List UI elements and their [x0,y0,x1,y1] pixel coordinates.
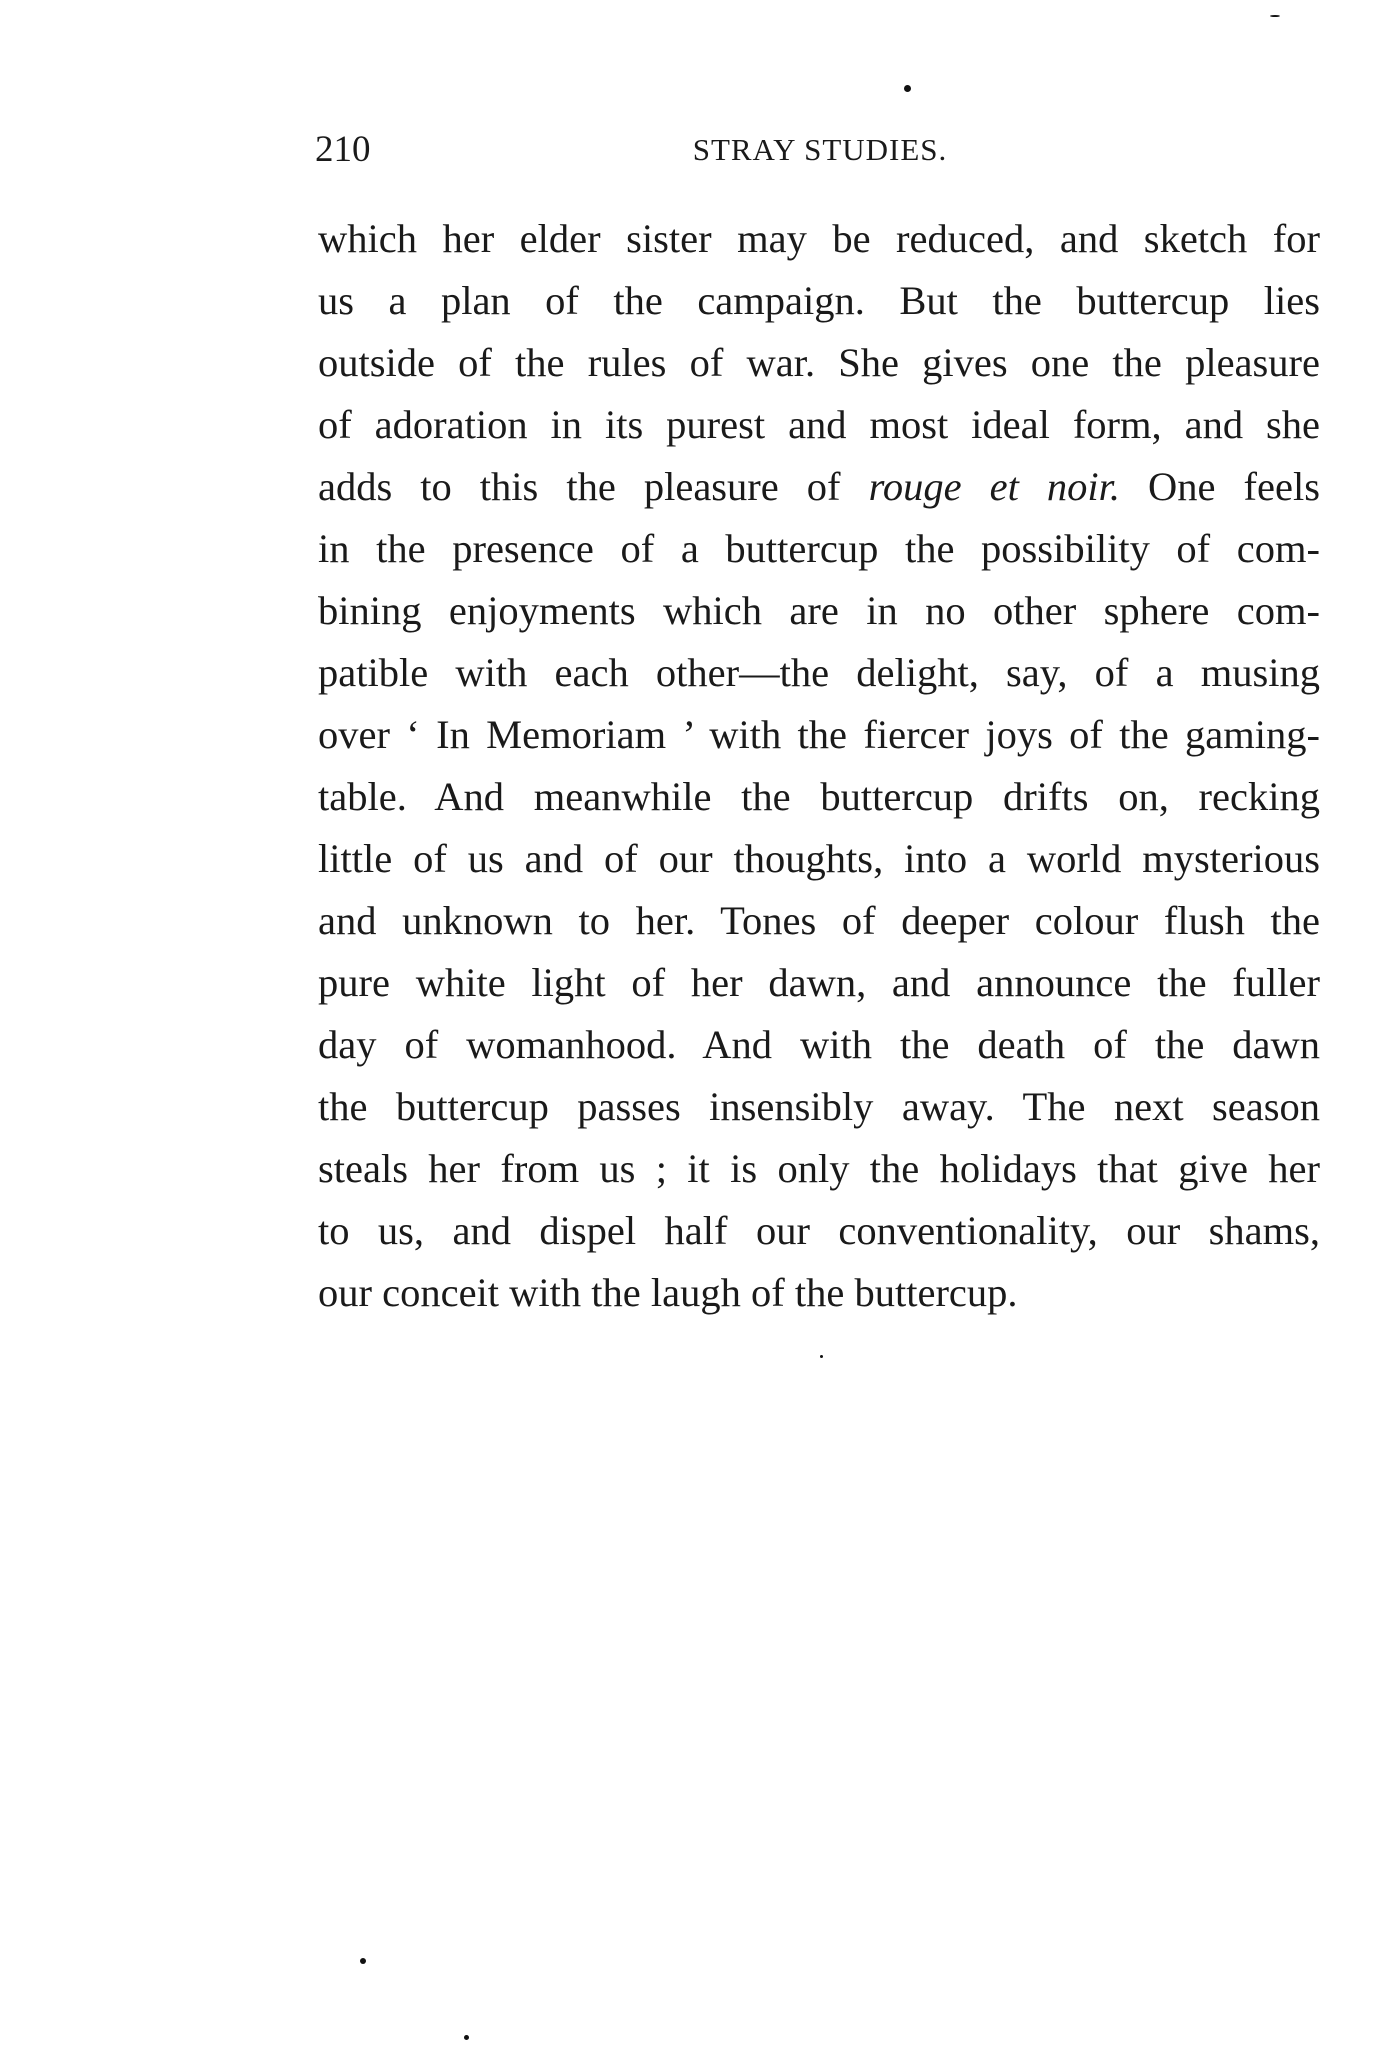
ink-speck [464,2035,469,2040]
body-text [318,208,1320,1324]
running-head [315,128,1325,178]
text-line: bining enjoyments which are in no other sphere com- [318,588,1320,633]
text-line: adds to this the pleasure of rouge et noir. One feels [318,464,1320,509]
text-line: which her elder sister may be reduced, and sketch for [318,216,1320,261]
ink-speck [904,85,911,92]
page-number: 210 [315,129,371,170]
text-line: over ‘ In Memoriam ’ with the fiercer joys of the gaming- [318,712,1320,757]
italic-phrase: rouge et noir. [868,464,1120,509]
text-line: steals her from us ; it is only the holidays that give her [318,1146,1320,1191]
ink-speck [360,1958,366,1964]
text-line: to us, and dispel half our conventionality, our shams, [318,1208,1320,1253]
running-title: STRAY STUDIES. [692,132,948,167]
text-line: us a plan of the campaign. But the buttercup lies [318,278,1320,323]
ink-speck [820,1355,823,1358]
text-line: outside of the rules of war. She gives one the pleasure [318,340,1320,385]
text-line: in the presence of a buttercup the possibility of com- [318,526,1320,571]
text-line: the buttercup passes insensibly away. The next season [318,1084,1320,1129]
text-line: patible with each other—the delight, say, of a musing [318,650,1320,695]
text-line: table. And meanwhile the buttercup drifts on, recking [318,774,1320,819]
text-line: our conceit with the laugh of the buttercup. [318,1270,1018,1315]
text-line: and unknown to her. Tones of deeper colour flush the [318,898,1320,943]
text-line: pure white light of her dawn, and announce the fuller [318,960,1320,1005]
ink-speck [1270,15,1280,17]
text-line: of adoration in its purest and most ideal form, and she [318,402,1320,447]
text-line: little of us and of our thoughts, into a world mysterious [318,836,1320,881]
text-line: day of womanhood. And with the death of the dawn [318,1022,1320,1067]
